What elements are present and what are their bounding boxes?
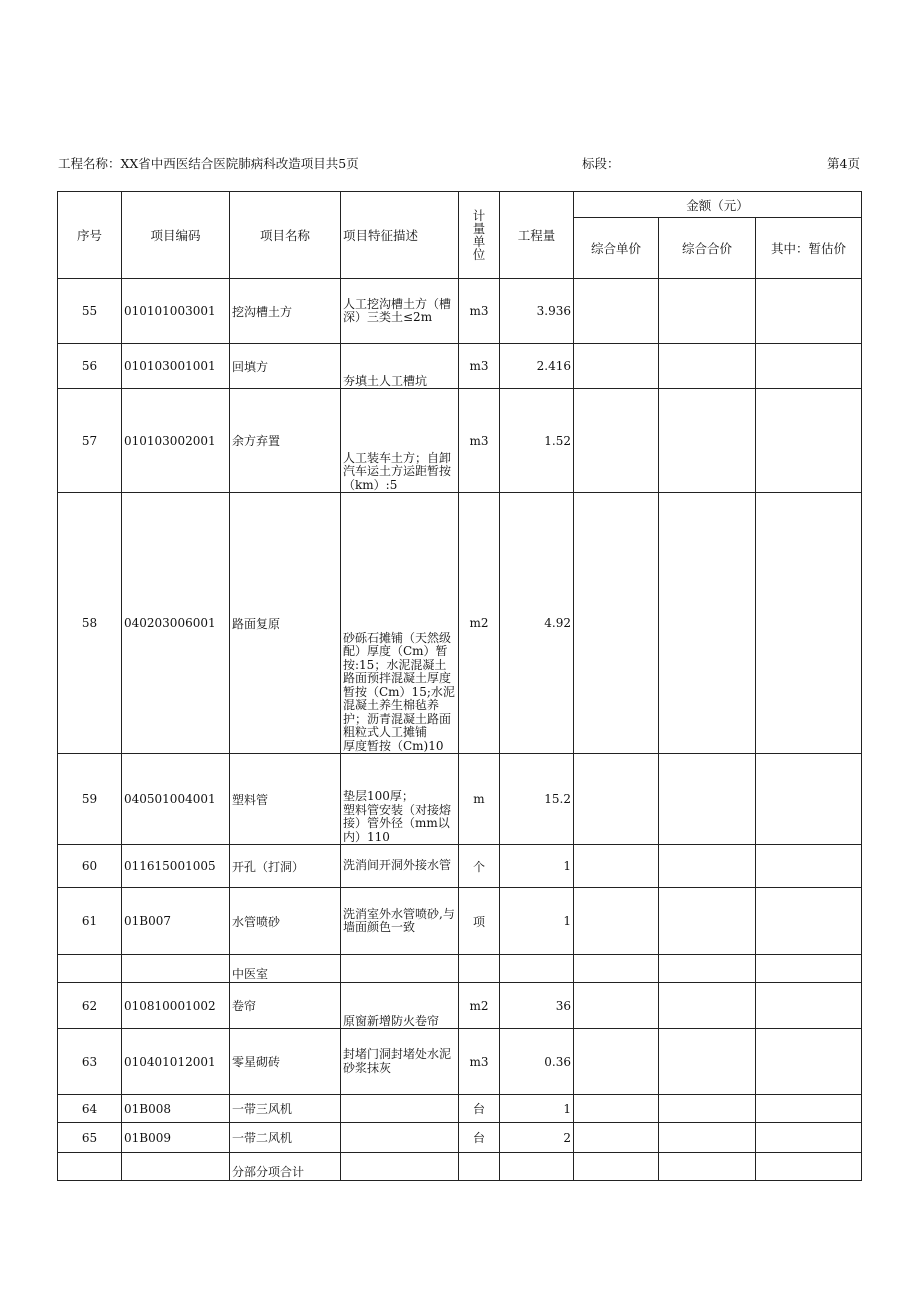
cell-qty: 1.52 bbox=[500, 389, 574, 493]
cell-estimate bbox=[756, 1029, 862, 1095]
cell-unit: m2 bbox=[459, 493, 500, 754]
cell-unit: 个 bbox=[459, 845, 500, 888]
cell-unit-price bbox=[574, 493, 659, 754]
section-label: 标段： bbox=[582, 156, 620, 171]
cell-unit: m3 bbox=[459, 279, 500, 344]
cell-total-price bbox=[659, 1095, 756, 1123]
cell-estimate bbox=[756, 493, 862, 754]
cell-estimate bbox=[756, 983, 862, 1029]
cell-unit-price bbox=[574, 1123, 659, 1153]
cell-estimate bbox=[756, 754, 862, 845]
cell-total-price bbox=[659, 1153, 756, 1181]
cell-desc: 人工装车土方；自卸汽车运土方运距暂按（km）:5 bbox=[341, 389, 459, 493]
cell-estimate bbox=[756, 1123, 862, 1153]
cell-no: 55 bbox=[58, 279, 122, 344]
cell-total-price bbox=[659, 1029, 756, 1095]
cell-unit: m2 bbox=[459, 983, 500, 1029]
cell-qty: 2.416 bbox=[500, 344, 574, 389]
cell-no: 61 bbox=[58, 888, 122, 955]
table-row bbox=[58, 1123, 862, 1153]
cell-no: 56 bbox=[58, 344, 122, 389]
cell-total-price bbox=[659, 845, 756, 888]
col-header-unit: 计 量 单 位 bbox=[459, 192, 500, 279]
cell-desc: 原窗新增防火卷帘 bbox=[341, 983, 459, 1029]
cell-no: 58 bbox=[58, 493, 122, 754]
cell-unit-price bbox=[574, 955, 659, 983]
cell-estimate bbox=[756, 955, 862, 983]
cell-estimate bbox=[756, 845, 862, 888]
cell-desc: 夯填土人工槽坑 bbox=[341, 344, 459, 389]
cell-estimate bbox=[756, 1153, 862, 1181]
cell-code: 010810001002 bbox=[122, 983, 230, 1029]
cell-unit-price bbox=[574, 1095, 659, 1123]
cell-total-price bbox=[659, 754, 756, 845]
cell-desc bbox=[341, 955, 459, 983]
col-header-qty: 工程量 bbox=[500, 192, 574, 279]
cell-no: 62 bbox=[58, 983, 122, 1029]
cell-no: 57 bbox=[58, 389, 122, 493]
cell-total-price bbox=[659, 279, 756, 344]
cell-qty: 15.2 bbox=[500, 754, 574, 845]
bill-of-quantities-table bbox=[57, 191, 862, 1181]
cell-code: 010103002001 bbox=[122, 389, 230, 493]
table-row-group-heading bbox=[58, 955, 862, 983]
table-row bbox=[58, 279, 862, 344]
cell-desc: 洗消室外水管喷砂,与墙面颜色一致 bbox=[341, 888, 459, 955]
cell-qty: 3.936 bbox=[500, 279, 574, 344]
cell-desc: 洗消间开洞外接水管 bbox=[341, 845, 459, 888]
cell-name: 路面复原 bbox=[230, 493, 341, 754]
cell-name: 余方弃置 bbox=[230, 389, 341, 493]
cell-unit-price bbox=[574, 888, 659, 955]
table-row bbox=[58, 845, 862, 888]
cell-qty bbox=[500, 955, 574, 983]
cell-no: 60 bbox=[58, 845, 122, 888]
table-row bbox=[58, 344, 862, 389]
table-row bbox=[58, 888, 862, 955]
cell-total-price bbox=[659, 344, 756, 389]
cell-total-price bbox=[659, 983, 756, 1029]
cell-unit-price bbox=[574, 754, 659, 845]
cell-estimate bbox=[756, 888, 862, 955]
cell-qty: 0.36 bbox=[500, 1029, 574, 1095]
cell-name: 水管喷砂 bbox=[230, 888, 341, 955]
cell-unit: 项 bbox=[459, 888, 500, 955]
cell-estimate bbox=[756, 1095, 862, 1123]
cell-desc: 人工挖沟槽土方（槽深）三类土≤2m bbox=[341, 279, 459, 344]
cell-qty: 36 bbox=[500, 983, 574, 1029]
cell-name: 卷帘 bbox=[230, 983, 341, 1029]
col-header-code: 项目编码 bbox=[122, 192, 230, 279]
cell-unit-price bbox=[574, 344, 659, 389]
cell-unit-price bbox=[574, 1029, 659, 1095]
cell-no: 64 bbox=[58, 1095, 122, 1123]
table-row-subtotal bbox=[58, 1153, 862, 1181]
cell-code: 011615001005 bbox=[122, 845, 230, 888]
cell-unit-price bbox=[574, 1153, 659, 1181]
cell-unit-price bbox=[574, 279, 659, 344]
cell-estimate bbox=[756, 344, 862, 389]
cell-desc: 垫层100厚； 塑料管安装（对接熔接）管外径（mm以内）110 bbox=[341, 754, 459, 845]
table-row bbox=[58, 1029, 862, 1095]
table-row bbox=[58, 983, 862, 1029]
cell-code: 01B008 bbox=[122, 1095, 230, 1123]
cell-name: 挖沟槽土方 bbox=[230, 279, 341, 344]
cell-unit: m3 bbox=[459, 344, 500, 389]
cell-no bbox=[58, 955, 122, 983]
cell-name: 塑料管 bbox=[230, 754, 341, 845]
table-row bbox=[58, 1095, 862, 1123]
cell-total-price bbox=[659, 493, 756, 754]
cell-unit bbox=[459, 955, 500, 983]
cell-no: 59 bbox=[58, 754, 122, 845]
cell-desc: 砂砾石摊铺（天然级配）厚度（Cm）暂按:15；水泥混凝土路面预拌混凝土厚度暂按（Cm）15;水泥混凝土养生棉毡养护；沥青混凝土路面粗粒式人工摊铺 厚度暂按（Cm)10 bbox=[341, 493, 459, 754]
col-header-unit-price: 综合单价 bbox=[574, 218, 659, 279]
cell-name: 一带二风机 bbox=[230, 1123, 341, 1153]
cell-code bbox=[122, 955, 230, 983]
cell-name: 分部分项合计 bbox=[230, 1153, 341, 1181]
cell-unit bbox=[459, 1153, 500, 1181]
col-header-no: 序号 bbox=[58, 192, 122, 279]
cell-unit: 台 bbox=[459, 1123, 500, 1153]
page-number: 第4页 bbox=[827, 156, 860, 171]
cell-qty: 2 bbox=[500, 1123, 574, 1153]
cell-name: 一带三风机 bbox=[230, 1095, 341, 1123]
cell-qty bbox=[500, 1153, 574, 1181]
cell-unit: 台 bbox=[459, 1095, 500, 1123]
cell-unit-price bbox=[574, 389, 659, 493]
sheet-header bbox=[58, 154, 860, 174]
table-row bbox=[58, 754, 862, 845]
col-header-desc: 项目特征描述 bbox=[341, 192, 459, 279]
col-header-total-price: 综合合价 bbox=[659, 218, 756, 279]
cell-unit: m bbox=[459, 754, 500, 845]
cell-code: 010103001001 bbox=[122, 344, 230, 389]
cell-qty: 1 bbox=[500, 845, 574, 888]
cell-code: 040501004001 bbox=[122, 754, 230, 845]
cell-desc: 封堵门洞封堵处水泥砂浆抹灰 bbox=[341, 1029, 459, 1095]
cell-unit-price bbox=[574, 845, 659, 888]
table-row bbox=[58, 389, 862, 493]
cell-name: 中医室 bbox=[230, 955, 341, 983]
cell-desc bbox=[341, 1095, 459, 1123]
col-header-estimate: 其中：暂估价 bbox=[756, 218, 862, 279]
cell-name: 开孔（打洞） bbox=[230, 845, 341, 888]
cell-code: 010401012001 bbox=[122, 1029, 230, 1095]
cell-total-price bbox=[659, 888, 756, 955]
cell-unit: m3 bbox=[459, 1029, 500, 1095]
cell-qty: 1 bbox=[500, 888, 574, 955]
project-name: 工程名称：XX省中西医结合医院肺病科改造项目共5页 bbox=[58, 156, 359, 171]
cell-no bbox=[58, 1153, 122, 1181]
cell-no: 63 bbox=[58, 1029, 122, 1095]
cell-total-price bbox=[659, 1123, 756, 1153]
col-header-amount: 金额（元） bbox=[574, 192, 862, 218]
cell-total-price bbox=[659, 955, 756, 983]
cell-desc bbox=[341, 1153, 459, 1181]
cell-qty: 4.92 bbox=[500, 493, 574, 754]
cell-total-price bbox=[659, 389, 756, 493]
cell-name: 回填方 bbox=[230, 344, 341, 389]
cell-no: 65 bbox=[58, 1123, 122, 1153]
cell-desc bbox=[341, 1123, 459, 1153]
cell-code: 040203006001 bbox=[122, 493, 230, 754]
cell-estimate bbox=[756, 279, 862, 344]
table-row bbox=[58, 493, 862, 754]
cell-unit-price bbox=[574, 983, 659, 1029]
cell-code: 010101003001 bbox=[122, 279, 230, 344]
cell-estimate bbox=[756, 389, 862, 493]
col-header-name: 项目名称 bbox=[230, 192, 341, 279]
cell-name: 零星砌砖 bbox=[230, 1029, 341, 1095]
cell-code: 01B007 bbox=[122, 888, 230, 955]
cell-unit: m3 bbox=[459, 389, 500, 493]
cell-code: 01B009 bbox=[122, 1123, 230, 1153]
cell-code bbox=[122, 1153, 230, 1181]
cell-qty: 1 bbox=[500, 1095, 574, 1123]
